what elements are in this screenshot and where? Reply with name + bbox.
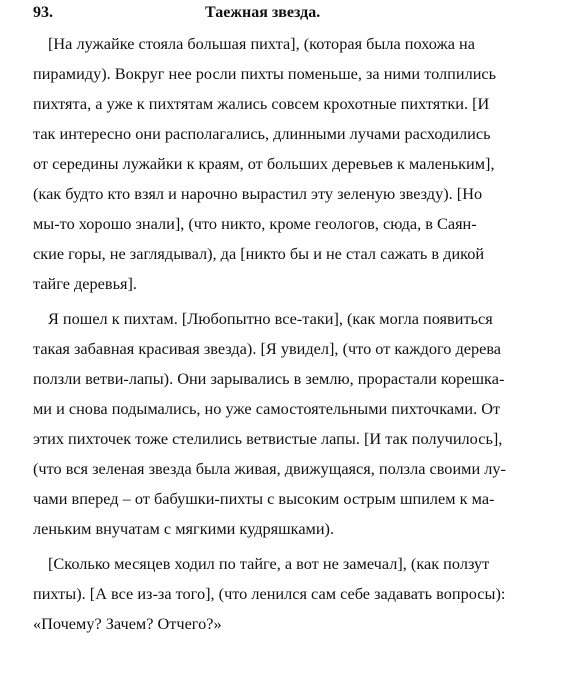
exercise-title: Таежная звезда. [205,4,321,21]
text-line: мы-то хорошо знали], (что никто, кроме геологов, сюда, в Саян- [33,214,477,233]
text-line: этих пихточек тоже стелились ветвистые лапы. [И так получилось], [33,429,503,448]
text-line: леньким внучатам с мягкими кудряшками). [33,519,335,538]
text-line: тайге деревья]. [33,274,137,293]
text-line: (что вся зеленая звезда была живая, движущаяся, ползла своими лу- [33,459,506,478]
text-line: так интересно они располагались, длинными лучами расходились [33,124,491,143]
text-line: пихты). [А все из-за того], (что ленился сам себе задавать вопросы): [33,584,506,603]
text-line: от середины лужайки к краям, от больших деревьев к маленьким], [33,154,495,173]
text-line: чами вперед – от бабушки-пихты с высоким острым шпилем к ма- [33,489,495,508]
text-line: «Почему? Зачем? Отчего?» [33,614,222,633]
text-line: ми и снова подымались, но уже самостоятельными пихточками. От [33,399,501,418]
text-line: ползли ветви-лапы). Они зарывались в землю, прорастали корешка- [33,369,505,388]
text-line: такая забавная красивая звезда). [Я увидел], (что от каждого дерева [33,339,502,358]
text-line: [На лужайке стояла большая пихта], (которая была похожа на [48,34,475,53]
text-line: Я пошел к пихтам. [Любопытно все-таки], (как могла появиться [48,309,493,328]
text-line: (как будто кто взял и нарочно вырастил эту зеленую звезду). [Но [33,184,483,203]
text-line: ские горы, не заглядывал), да [никто бы и не стал сажать в дикой [33,244,485,263]
text-line: [Сколько месяцев ходил по тайге, а вот не замечал], (как ползут [48,554,490,573]
text-line: пихтята, а уже к пихтятам жались совсем крохотные пихтятки. [И [33,94,490,113]
exercise-number: 93. [33,4,53,21]
text-line: пирамиду). Вокруг нее росли пихты поменьше, за ними толпились [33,64,497,83]
